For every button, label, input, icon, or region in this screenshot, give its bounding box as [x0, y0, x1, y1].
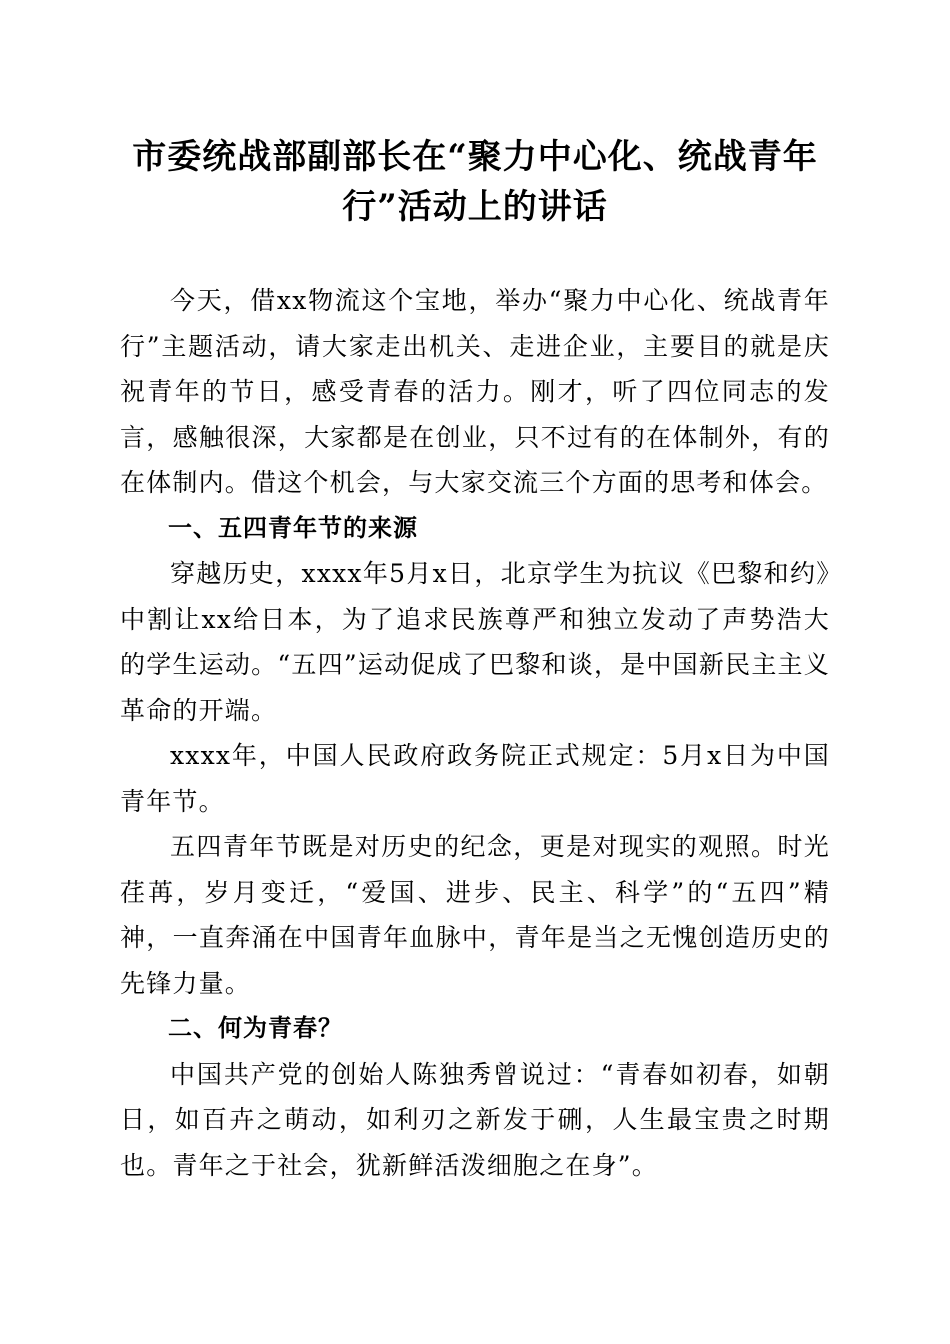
title-line-2: 行”活动上的讲话	[342, 187, 608, 227]
paragraph-opening: 今天，借xx物流这个宝地，举办“聚力中心化、统战青年行”主题活动，请大家走出机关、走进企业，主要目的就是庆祝青年的节日，感受青春的活力。刚才，听了四位同志的发言，感触很深，大家都是在创业，只不过有的在体制外，有的在体制内。借这个机会，与大家交流三个方面的思考和体会。	[120, 286, 830, 497]
paragraph-youth-day: xxxx年，中国人民政府政务院正式规定：5月x日为中国青年节。	[120, 741, 830, 816]
section-heading-2: 二、何为青春？	[168, 1014, 343, 1042]
document-body	[120, 278, 830, 1188]
document-title	[110, 132, 840, 232]
paragraph-quote: 中国共产党的创始人陈独秀曾说过：“青春如初春，如朝日，如百卉之萌动，如利刃之新发于硎，人生最宝贵之时期也。青年之于社会，犹新鲜活泼细胞之在身”。	[120, 1059, 830, 1180]
section-heading-1: 一、五四青年节的来源	[168, 513, 418, 542]
paragraph-history: 穿越历史，xxxx年5月x日，北京学生为抗议《巴黎和约》中割让xx给日本，为了追求民族尊严和独立发动了声势浩大的学生运动。“五四”运动促成了巴黎和谈，是中国新民主主义革命的开端。	[120, 559, 830, 725]
title-line-1: 市委统战部副部长在“聚力中心化、统战青年	[132, 137, 818, 177]
paragraph-spirit: 五四青年节既是对历史的纪念，更是对现实的观照。时光荏苒，岁月变迁，“爱国、进步、民主、科学”的“五四”精神，一直奔涌在中国青年血脉中，青年是当之无愧创造历史的先锋力量。	[120, 832, 830, 998]
